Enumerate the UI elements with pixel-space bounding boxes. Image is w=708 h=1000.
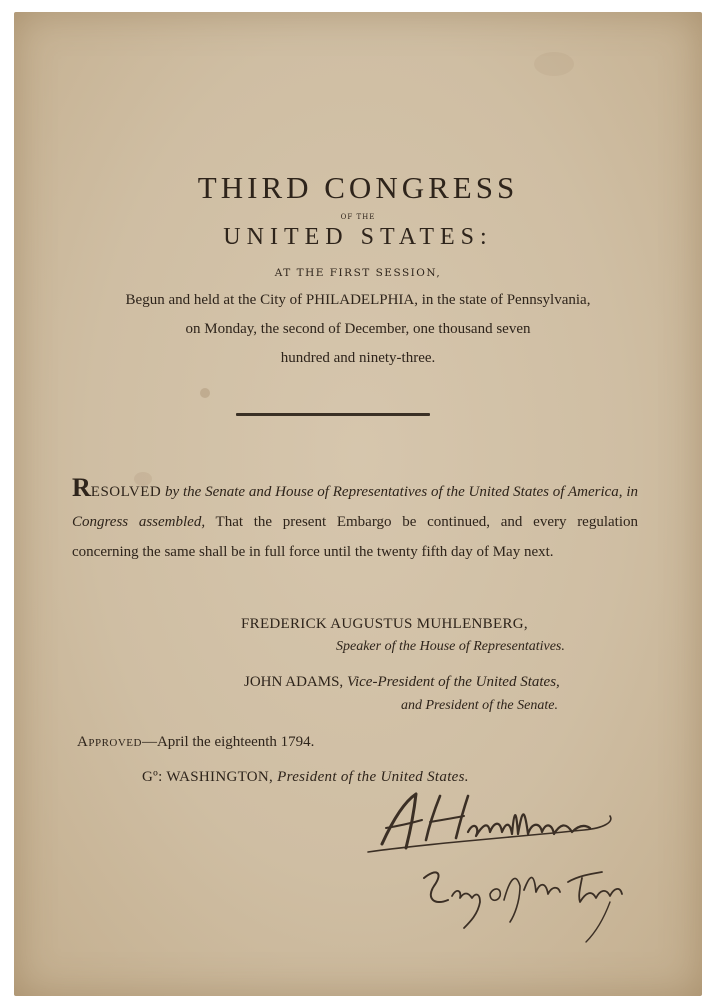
divider-rule bbox=[236, 413, 430, 416]
vice-president-line bbox=[244, 674, 560, 691]
approval-line bbox=[77, 734, 314, 751]
vice-president-name: JOHN ADAMS, bbox=[244, 674, 344, 690]
resolution-body: That the present Embargo be continued, and every regulation concerning the same shall be in full force until the twenty fifth day of May next. bbox=[72, 514, 639, 560]
location-line: Begun and held at the City of PHILADELPHIA, in the state of Pennsylvania, bbox=[125, 292, 591, 308]
speaker-title: Speaker of the House of Representatives. bbox=[336, 639, 565, 654]
document-subtitle-of-the: OF THE bbox=[340, 213, 376, 221]
president-name: Gº: WASHINGTON, bbox=[142, 769, 274, 785]
approved-label: Approved bbox=[77, 734, 142, 750]
resolution-text bbox=[72, 473, 639, 567]
document-title-united-states: UNITED STATES: bbox=[223, 224, 493, 250]
paper-stain bbox=[534, 52, 574, 76]
date-line-end: hundred and ninety-three. bbox=[280, 350, 436, 366]
resolution-lead: ESOLVED bbox=[90, 484, 162, 500]
paper-stain bbox=[200, 388, 210, 398]
president-title: President of the United States. bbox=[277, 769, 469, 785]
session-heading: AT THE FIRST SESSION, bbox=[274, 267, 442, 279]
senate-president-title: and President of the Senate. bbox=[401, 698, 558, 713]
date-line: on Monday, the second of December, one thousand seven bbox=[185, 321, 531, 337]
document-sheet bbox=[14, 12, 702, 996]
document-title-third-congress: THIRD CONGRESS bbox=[197, 170, 519, 205]
approved-date: —April the eighteenth 1794. bbox=[141, 734, 315, 750]
resolution-by-clause: by the Senate and House of Representatives of the United States of America, in Congress assembled, bbox=[72, 484, 638, 530]
hamilton-signature bbox=[364, 782, 664, 982]
resolution-dropcap: R bbox=[72, 473, 91, 502]
vice-president-title: Vice-President of the United States, bbox=[346, 674, 560, 690]
speaker-name: FREDERICK AUGUSTUS MUHLENBERG, bbox=[241, 616, 528, 632]
